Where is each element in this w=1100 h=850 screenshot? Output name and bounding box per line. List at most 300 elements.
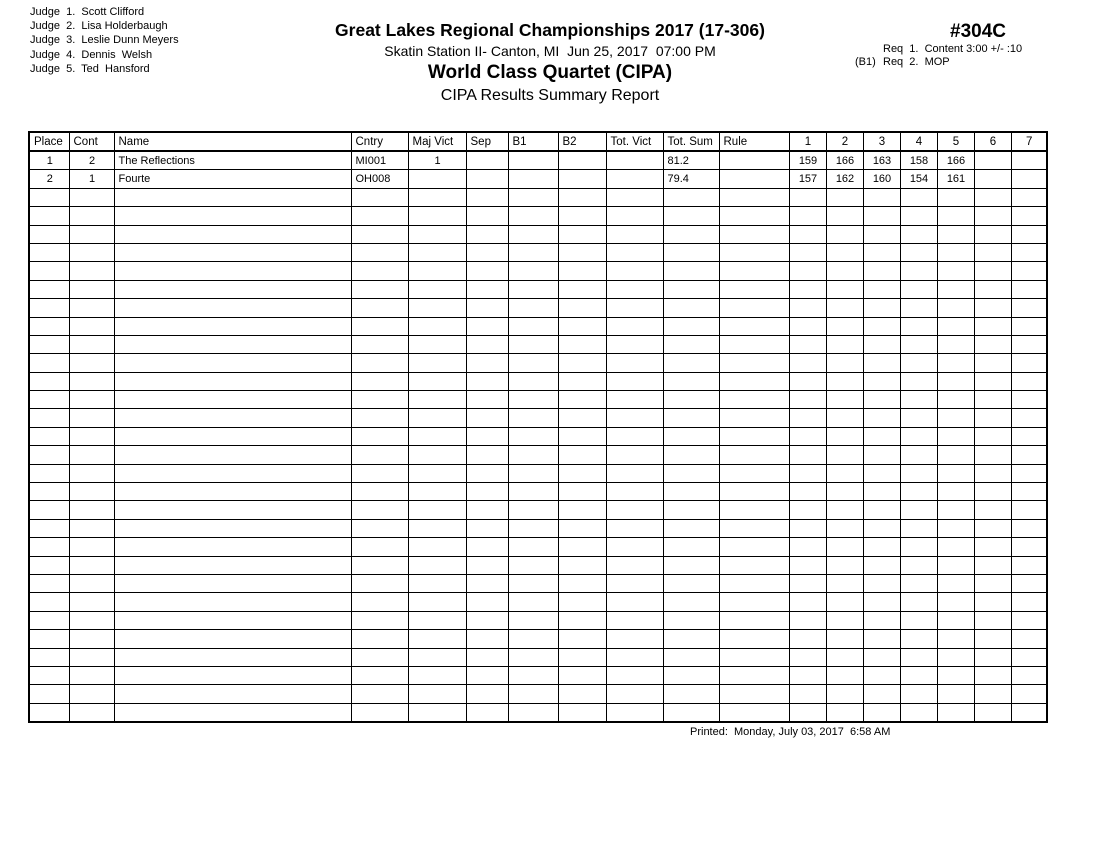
printed-line: Printed: Monday, July 03, 2017 6:58 AM (690, 726, 891, 738)
empty-cell (69, 243, 114, 261)
empty-cell (606, 666, 663, 684)
cell-j3: 163 (863, 151, 900, 170)
empty-cell (663, 519, 719, 537)
empty-cell (606, 685, 663, 703)
table-body (29, 151, 1047, 722)
empty-cell (719, 501, 789, 519)
empty-cell (1011, 372, 1047, 390)
empty-cell (663, 685, 719, 703)
empty-cell (606, 501, 663, 519)
cell-place: 1 (29, 151, 69, 170)
empty-cell (719, 280, 789, 298)
empty-cell (351, 685, 408, 703)
empty-cell (863, 391, 900, 409)
empty-row (29, 648, 1047, 666)
empty-cell (719, 483, 789, 501)
empty-cell (606, 630, 663, 648)
empty-cell (974, 519, 1011, 537)
empty-cell (114, 280, 351, 298)
empty-cell (558, 299, 606, 317)
empty-cell (606, 556, 663, 574)
empty-cell (29, 519, 69, 537)
empty-cell (663, 556, 719, 574)
empty-cell (719, 372, 789, 390)
empty-cell (351, 630, 408, 648)
empty-cell (558, 335, 606, 353)
empty-cell (719, 630, 789, 648)
empty-cell (1011, 538, 1047, 556)
empty-cell (29, 225, 69, 243)
empty-cell (508, 611, 558, 629)
empty-row (29, 262, 1047, 280)
empty-cell (663, 262, 719, 280)
empty-cell (863, 317, 900, 335)
empty-cell (826, 685, 863, 703)
empty-cell (900, 630, 937, 648)
empty-row (29, 243, 1047, 261)
empty-row (29, 666, 1047, 684)
empty-cell (719, 391, 789, 409)
cell-name: Fourte (114, 170, 351, 188)
column-header: Rule (719, 132, 789, 151)
empty-cell (937, 648, 974, 666)
empty-cell (408, 262, 466, 280)
empty-cell (69, 630, 114, 648)
empty-cell (606, 574, 663, 592)
empty-cell (69, 685, 114, 703)
cell-j6 (974, 170, 1011, 188)
empty-row (29, 519, 1047, 537)
cell-rule (719, 170, 789, 188)
empty-cell (1011, 299, 1047, 317)
empty-cell (1011, 446, 1047, 464)
empty-cell (974, 630, 1011, 648)
empty-cell (466, 207, 508, 225)
empty-cell (351, 574, 408, 592)
empty-cell (974, 703, 1011, 722)
empty-cell (863, 648, 900, 666)
empty-cell (663, 335, 719, 353)
empty-cell (789, 556, 826, 574)
cell-b1 (508, 170, 558, 188)
empty-cell (508, 354, 558, 372)
empty-cell (508, 519, 558, 537)
report-title: CIPA Results Summary Report (440, 87, 660, 104)
cell-j1: 157 (789, 170, 826, 188)
empty-cell (114, 372, 351, 390)
competition-title: Great Lakes Regional Championships 2017 (17-306) (335, 20, 765, 40)
empty-cell (826, 446, 863, 464)
cell-j6 (974, 151, 1011, 170)
empty-cell (974, 501, 1011, 519)
empty-cell (351, 703, 408, 722)
empty-cell (114, 574, 351, 592)
empty-cell (900, 188, 937, 206)
empty-cell (789, 354, 826, 372)
empty-cell (1011, 556, 1047, 574)
empty-cell (508, 225, 558, 243)
empty-cell (826, 188, 863, 206)
empty-cell (937, 207, 974, 225)
empty-cell (1011, 666, 1047, 684)
empty-cell (974, 574, 1011, 592)
column-header: Name (114, 132, 351, 151)
empty-cell (408, 225, 466, 243)
empty-cell (900, 538, 937, 556)
empty-cell (937, 574, 974, 592)
empty-cell (606, 409, 663, 427)
event-number: #304C (950, 21, 1006, 42)
empty-cell (466, 574, 508, 592)
empty-row (29, 593, 1047, 611)
empty-cell (1011, 501, 1047, 519)
empty-cell (937, 464, 974, 482)
empty-cell (900, 556, 937, 574)
empty-cell (408, 446, 466, 464)
empty-cell (663, 427, 719, 445)
empty-cell (719, 409, 789, 427)
empty-cell (663, 464, 719, 482)
empty-cell (1011, 225, 1047, 243)
empty-cell (719, 262, 789, 280)
empty-cell (466, 299, 508, 317)
empty-cell (351, 262, 408, 280)
empty-cell (351, 519, 408, 537)
column-header: Tot. Vict (606, 132, 663, 151)
empty-cell (900, 225, 937, 243)
empty-cell (558, 372, 606, 390)
empty-cell (408, 354, 466, 372)
empty-cell (900, 391, 937, 409)
empty-cell (1011, 335, 1047, 353)
empty-cell (29, 207, 69, 225)
empty-cell (29, 391, 69, 409)
empty-row (29, 207, 1047, 225)
empty-cell (719, 446, 789, 464)
cell-j2: 166 (826, 151, 863, 170)
empty-cell (508, 243, 558, 261)
empty-cell (937, 593, 974, 611)
empty-cell (900, 299, 937, 317)
empty-cell (719, 299, 789, 317)
empty-cell (508, 299, 558, 317)
empty-cell (663, 501, 719, 519)
empty-cell (826, 335, 863, 353)
empty-cell (974, 483, 1011, 501)
empty-cell (1011, 483, 1047, 501)
empty-cell (663, 409, 719, 427)
empty-cell (719, 464, 789, 482)
empty-cell (114, 446, 351, 464)
empty-cell (974, 593, 1011, 611)
empty-cell (937, 556, 974, 574)
empty-cell (937, 391, 974, 409)
empty-cell (719, 685, 789, 703)
empty-cell (29, 299, 69, 317)
empty-row (29, 446, 1047, 464)
judge-line: Judge 3. Leslie Dunn Meyers (30, 34, 179, 47)
empty-cell (900, 427, 937, 445)
empty-cell (408, 538, 466, 556)
empty-cell (351, 372, 408, 390)
empty-cell (719, 593, 789, 611)
empty-cell (466, 703, 508, 722)
empty-cell (719, 188, 789, 206)
empty-cell (558, 483, 606, 501)
empty-cell (408, 391, 466, 409)
empty-cell (826, 703, 863, 722)
empty-cell (606, 611, 663, 629)
venue-date-line: Skatin Station II- Canton, MI Jun 25, 2017 07:00 PM (384, 43, 716, 59)
empty-cell (826, 354, 863, 372)
empty-cell (408, 243, 466, 261)
empty-cell (900, 464, 937, 482)
empty-cell (937, 299, 974, 317)
empty-cell (826, 317, 863, 335)
empty-cell (826, 574, 863, 592)
empty-cell (408, 630, 466, 648)
empty-cell (114, 335, 351, 353)
empty-cell (789, 574, 826, 592)
empty-cell (826, 593, 863, 611)
empty-cell (900, 446, 937, 464)
empty-cell (114, 611, 351, 629)
empty-cell (937, 538, 974, 556)
results-table (28, 131, 1048, 723)
cell-j3: 160 (863, 170, 900, 188)
empty-cell (863, 188, 900, 206)
empty-cell (69, 427, 114, 445)
empty-cell (606, 207, 663, 225)
empty-cell (863, 243, 900, 261)
empty-cell (1011, 464, 1047, 482)
judge-line: Judge 4. Dennis Welsh (30, 48, 153, 61)
cell-tot_sum: 79.4 (663, 170, 719, 188)
empty-cell (789, 207, 826, 225)
empty-cell (974, 372, 1011, 390)
empty-row (29, 299, 1047, 317)
empty-cell (508, 703, 558, 722)
empty-cell (863, 299, 900, 317)
empty-cell (1011, 391, 1047, 409)
empty-cell (719, 243, 789, 261)
empty-cell (974, 666, 1011, 684)
empty-cell (466, 630, 508, 648)
judge-line: Judge 1. Scott Clifford (30, 6, 145, 18)
empty-cell (69, 335, 114, 353)
empty-cell (974, 262, 1011, 280)
empty-cell (114, 703, 351, 722)
empty-cell (29, 464, 69, 482)
empty-cell (826, 630, 863, 648)
empty-cell (69, 666, 114, 684)
empty-cell (558, 685, 606, 703)
empty-cell (1011, 519, 1047, 537)
empty-cell (1011, 354, 1047, 372)
empty-cell (351, 299, 408, 317)
empty-cell (606, 427, 663, 445)
empty-cell (466, 335, 508, 353)
empty-cell (863, 207, 900, 225)
empty-cell (900, 501, 937, 519)
empty-cell (937, 501, 974, 519)
empty-cell (114, 188, 351, 206)
empty-cell (114, 538, 351, 556)
empty-cell (663, 372, 719, 390)
empty-cell (29, 446, 69, 464)
empty-cell (863, 483, 900, 501)
empty-row (29, 354, 1047, 372)
empty-cell (466, 427, 508, 445)
empty-cell (114, 519, 351, 537)
empty-cell (114, 207, 351, 225)
empty-cell (937, 225, 974, 243)
empty-cell (558, 427, 606, 445)
empty-cell (114, 427, 351, 445)
empty-cell (29, 593, 69, 611)
empty-cell (114, 483, 351, 501)
empty-cell (508, 262, 558, 280)
empty-cell (789, 666, 826, 684)
empty-cell (937, 335, 974, 353)
requirements-list (855, 43, 1022, 68)
column-header: Maj Vict (408, 132, 466, 151)
empty-cell (826, 427, 863, 445)
empty-cell (789, 648, 826, 666)
empty-row (29, 188, 1047, 206)
empty-cell (863, 409, 900, 427)
empty-cell (663, 225, 719, 243)
empty-cell (351, 446, 408, 464)
empty-cell (466, 666, 508, 684)
column-header: Sep (466, 132, 508, 151)
empty-cell (351, 243, 408, 261)
empty-cell (558, 464, 606, 482)
empty-cell (789, 593, 826, 611)
empty-cell (69, 593, 114, 611)
empty-cell (508, 409, 558, 427)
empty-cell (663, 354, 719, 372)
empty-row (29, 391, 1047, 409)
empty-cell (663, 391, 719, 409)
empty-cell (351, 666, 408, 684)
column-header: B1 (508, 132, 558, 151)
empty-cell (863, 446, 900, 464)
empty-cell (663, 446, 719, 464)
empty-cell (974, 317, 1011, 335)
empty-cell (351, 611, 408, 629)
empty-cell (29, 262, 69, 280)
result-row (29, 151, 1047, 170)
requirement-prefix (855, 43, 883, 56)
empty-cell (29, 685, 69, 703)
empty-cell (1011, 427, 1047, 445)
empty-cell (351, 207, 408, 225)
empty-cell (29, 354, 69, 372)
empty-cell (69, 703, 114, 722)
empty-cell (826, 483, 863, 501)
empty-cell (466, 611, 508, 629)
empty-cell (29, 427, 69, 445)
empty-cell (508, 446, 558, 464)
empty-cell (408, 666, 466, 684)
empty-cell (826, 501, 863, 519)
empty-cell (408, 556, 466, 574)
column-header: 7 (1011, 132, 1047, 151)
empty-cell (826, 372, 863, 390)
empty-cell (558, 409, 606, 427)
empty-cell (351, 225, 408, 243)
empty-cell (508, 280, 558, 298)
empty-cell (351, 409, 408, 427)
empty-cell (29, 335, 69, 353)
empty-cell (29, 666, 69, 684)
empty-cell (789, 188, 826, 206)
cell-j5: 166 (937, 151, 974, 170)
empty-cell (1011, 280, 1047, 298)
empty-cell (974, 685, 1011, 703)
empty-cell (863, 574, 900, 592)
empty-cell (863, 464, 900, 482)
empty-cell (863, 427, 900, 445)
empty-cell (69, 207, 114, 225)
empty-cell (408, 317, 466, 335)
empty-cell (826, 280, 863, 298)
empty-cell (69, 225, 114, 243)
empty-row (29, 538, 1047, 556)
empty-cell (29, 611, 69, 629)
empty-cell (1011, 611, 1047, 629)
empty-cell (69, 409, 114, 427)
empty-cell (826, 611, 863, 629)
empty-cell (937, 630, 974, 648)
column-header: Place (29, 132, 69, 151)
empty-cell (558, 225, 606, 243)
empty-cell (974, 225, 1011, 243)
empty-cell (351, 538, 408, 556)
empty-cell (789, 299, 826, 317)
empty-cell (863, 262, 900, 280)
column-header: Cntry (351, 132, 408, 151)
empty-cell (114, 391, 351, 409)
empty-cell (466, 280, 508, 298)
empty-cell (937, 703, 974, 722)
cell-cntry: MI001 (351, 151, 408, 170)
empty-cell (606, 335, 663, 353)
empty-cell (663, 574, 719, 592)
empty-cell (719, 225, 789, 243)
empty-cell (1011, 648, 1047, 666)
empty-cell (606, 280, 663, 298)
empty-cell (508, 685, 558, 703)
requirement-text: Req 1. Content 3:00 +/- :10 (883, 43, 1023, 55)
empty-cell (606, 243, 663, 261)
empty-cell (606, 299, 663, 317)
empty-cell (863, 538, 900, 556)
empty-cell (558, 611, 606, 629)
empty-cell (558, 666, 606, 684)
cell-cont: 2 (69, 151, 114, 170)
empty-cell (69, 262, 114, 280)
empty-cell (114, 464, 351, 482)
empty-cell (789, 464, 826, 482)
empty-cell (606, 464, 663, 482)
empty-cell (508, 556, 558, 574)
empty-cell (974, 354, 1011, 372)
empty-cell (826, 556, 863, 574)
empty-cell (789, 317, 826, 335)
empty-cell (408, 648, 466, 666)
